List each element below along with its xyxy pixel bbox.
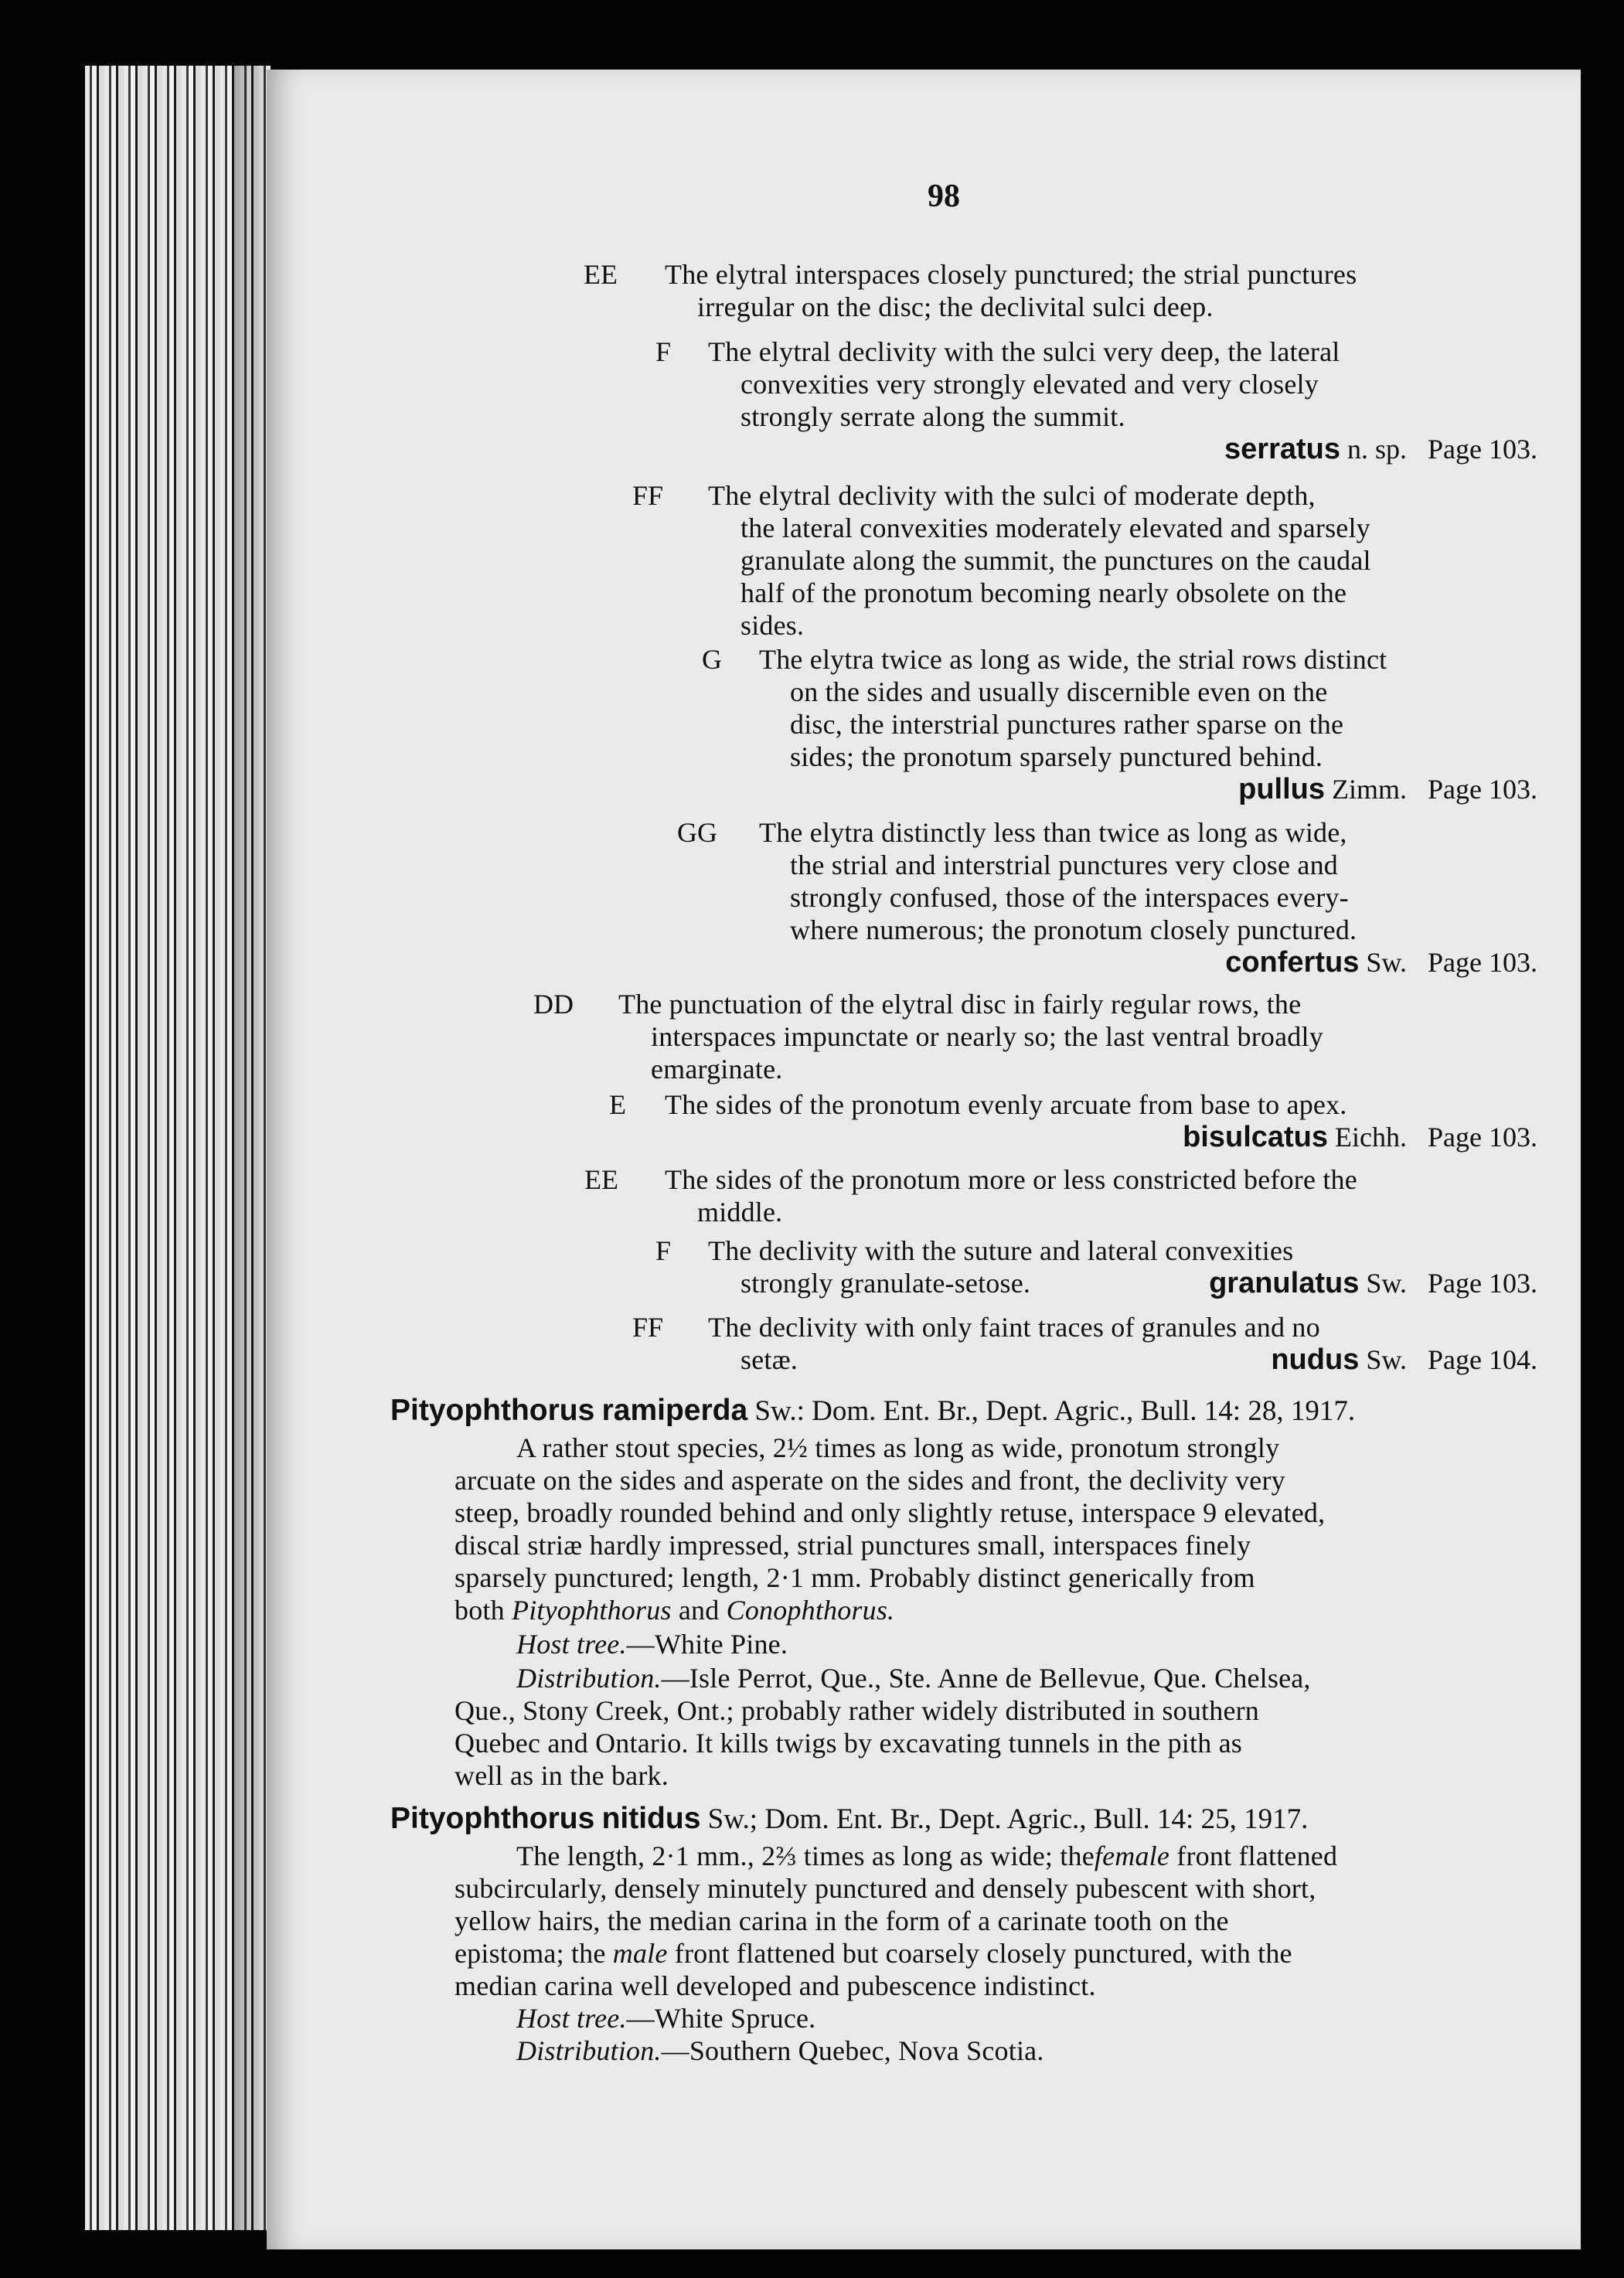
distribution-line — [516, 2035, 1044, 2067]
species-page: Page 103. — [1428, 947, 1537, 978]
description-line: A rather stout species, 2½ times as long as wide, pronotum strongly — [516, 1432, 1280, 1463]
key-label: EE — [584, 259, 618, 290]
key-line: irregular on the disc; the declivital sulci deep. — [697, 291, 1214, 322]
distribution-line — [516, 1662, 1311, 1694]
key-line: The sides of the pronotum more or less constricted before the — [665, 1164, 1357, 1195]
key-line: The elytral declivity with the sulci very deep, the lateral — [708, 336, 1340, 367]
key-label: G — [702, 644, 722, 675]
sex-term: female — [1094, 1840, 1170, 1871]
species-name: bisulcatus — [1183, 1121, 1329, 1153]
species-page: Page 103. — [1428, 1122, 1537, 1153]
species-name: ramiperda — [601, 1394, 748, 1427]
key-line: on the sides and usually discernible even on the — [790, 676, 1328, 707]
key-line: strongly granulate-setose. — [741, 1268, 1031, 1299]
species-page: Page 103. — [1428, 1268, 1537, 1299]
distribution-value: —Southern Quebec, Nova Scotia. — [661, 2035, 1044, 2066]
species-name: nitidus — [601, 1802, 701, 1835]
key-line: where numerous; the pronotum closely punctured. — [790, 914, 1357, 945]
description-line: median carina well developed and pubescence indistinct. — [455, 1970, 1096, 2001]
species-heading — [390, 1394, 1355, 1428]
species-result — [1271, 1343, 1537, 1376]
species-name: granulatus — [1209, 1267, 1360, 1299]
species-page: Page 104. — [1428, 1344, 1537, 1375]
key-line: The elytra distinctly less than twice as long as wide, — [759, 817, 1347, 848]
species-page: Page 103. — [1428, 774, 1537, 805]
key-label: F — [655, 1235, 672, 1266]
distribution-value: —Isle Perrot, Que., Ste. Anne de Bellevue, Que. Chelsea, — [661, 1663, 1311, 1694]
key-line: The elytra twice as long as wide, the strial rows distinct — [759, 644, 1387, 675]
distribution-line: Que., Stony Creek, Ont.; probably rather widely distributed in southern — [455, 1695, 1260, 1726]
species-result — [1224, 433, 1537, 465]
key-line: interspaces impunctate or nearly so; the last ventral broadly — [651, 1021, 1323, 1052]
species-result — [1225, 946, 1537, 979]
description-line: yellow hairs, the median carina in the form of a carinate tooth on the — [455, 1905, 1229, 1936]
species-page: Page 103. — [1428, 434, 1537, 465]
description-text: front flattened but coarsely closely punctured, with the — [674, 1938, 1292, 1969]
species-name: pullus — [1238, 773, 1326, 805]
key-line: middle. — [697, 1197, 783, 1228]
key-line: The declivity with only faint traces of granules and no — [708, 1312, 1320, 1343]
key-line: The elytral declivity with the sulci of moderate depth, — [708, 480, 1316, 511]
distribution-label: Distribution. — [516, 2035, 662, 2066]
distribution-line: Quebec and Ontario. It kills twigs by excavating tunnels in the pith as — [455, 1728, 1242, 1759]
key-line: The punctuation of the elytral disc in fairly regular rows, the — [618, 989, 1302, 1020]
species-author: n. sp. — [1347, 434, 1408, 465]
key-label: GG — [677, 817, 717, 848]
key-label: F — [655, 336, 672, 367]
key-line: emarginate. — [651, 1054, 783, 1085]
species-author: Eichh. — [1335, 1122, 1408, 1153]
key-line: sides; the pronotum sparsely punctured behind. — [790, 741, 1323, 772]
species-result — [1238, 773, 1537, 805]
description-text: both — [455, 1595, 505, 1626]
citation: Sw.: Dom. Ent. Br., Dept. Agric., Bull. 14: 28, 1917. — [754, 1395, 1356, 1427]
species-author: Sw. — [1366, 1268, 1408, 1299]
description-line — [516, 1840, 1337, 1872]
host-tree-label: Host tree. — [516, 1629, 627, 1660]
species-heading — [390, 1803, 1308, 1836]
species-author: Zimm. — [1332, 774, 1408, 805]
key-label: DD — [533, 989, 574, 1020]
key-line: The elytral interspaces closely punctured; the strial punctures — [665, 259, 1357, 290]
description-text: The length, 2·1 mm., 2⅔ times as long as wide; the — [516, 1840, 1095, 1871]
species-author: Sw. — [1366, 947, 1408, 978]
description-line — [455, 1594, 894, 1626]
key-line: strongly confused, those of the interspaces every- — [790, 882, 1349, 913]
genus-name: Pityophthorus — [390, 1394, 595, 1427]
genus-reference: Conophthorus. — [726, 1595, 895, 1626]
key-line: the strial and interstrial punctures very close and — [790, 850, 1338, 880]
host-tree-value: —White Pine. — [626, 1629, 788, 1660]
key-label: FF — [632, 1312, 664, 1343]
species-name: serratus — [1224, 433, 1340, 465]
key-line: setæ. — [741, 1344, 798, 1375]
description-line: arcuate on the sides and asperate on the sides and front, the declivity very — [455, 1465, 1285, 1496]
key-line: the lateral convexities moderately elevated and sparsely — [741, 512, 1370, 543]
distribution-label: Distribution. — [516, 1663, 662, 1694]
genus-name: Pityophthorus — [390, 1802, 595, 1835]
species-author: Sw. — [1366, 1344, 1408, 1375]
species-result — [1183, 1121, 1537, 1153]
description-text: front flattened — [1176, 1840, 1338, 1871]
description-line: subcircularly, densely minutely punctured and densely pubescent with short, — [455, 1873, 1316, 1904]
citation: Sw.; Dom. Ent. Br., Dept. Agric., Bull. 14: 25, 1917. — [707, 1803, 1309, 1835]
key-line: The sides of the pronotum evenly arcuate from base to apex. — [665, 1089, 1347, 1120]
key-line: strongly serrate along the summit. — [741, 401, 1125, 432]
key-line: granulate along the summit, the punctures on the caudal — [741, 545, 1371, 576]
description-text: epistoma; the — [455, 1938, 606, 1969]
key-line: convexities very strongly elevated and very closely — [741, 369, 1319, 400]
species-name: confertus — [1225, 946, 1360, 979]
key-label: FF — [632, 480, 664, 511]
key-line: half of the pronotum becoming nearly obsolete on the — [741, 577, 1347, 608]
species-result — [1209, 1267, 1537, 1299]
host-tree-label: Host tree. — [516, 2003, 627, 2034]
key-label: EE — [584, 1164, 618, 1195]
host-tree-line — [516, 2002, 815, 2035]
key-line: disc, the interstrial punctures rather sparse on the — [790, 709, 1344, 740]
key-line: sides. — [741, 610, 805, 641]
description-line: steep, broadly rounded behind and only slightly retuse, interspace 9 elevated, — [455, 1497, 1326, 1528]
description-line: sparsely punctured; length, 2·1 mm. Probably distinct generically from — [455, 1562, 1255, 1593]
genus-reference: Pityophthorus — [512, 1595, 672, 1626]
description-text: and — [678, 1595, 720, 1626]
sex-term: male — [612, 1938, 668, 1969]
host-tree-value: —White Spruce. — [626, 2003, 816, 2034]
distribution-line: well as in the bark. — [455, 1760, 669, 1791]
key-label: E — [609, 1089, 626, 1120]
page-number: 98 — [928, 179, 960, 214]
species-name: nudus — [1271, 1343, 1360, 1376]
key-line: The declivity with the suture and lateral convexities — [708, 1235, 1294, 1266]
host-tree-line — [516, 1628, 788, 1660]
description-line: discal striæ hardly impressed, strial punctures small, interspaces finely — [455, 1530, 1251, 1561]
description-line — [455, 1937, 1292, 1970]
